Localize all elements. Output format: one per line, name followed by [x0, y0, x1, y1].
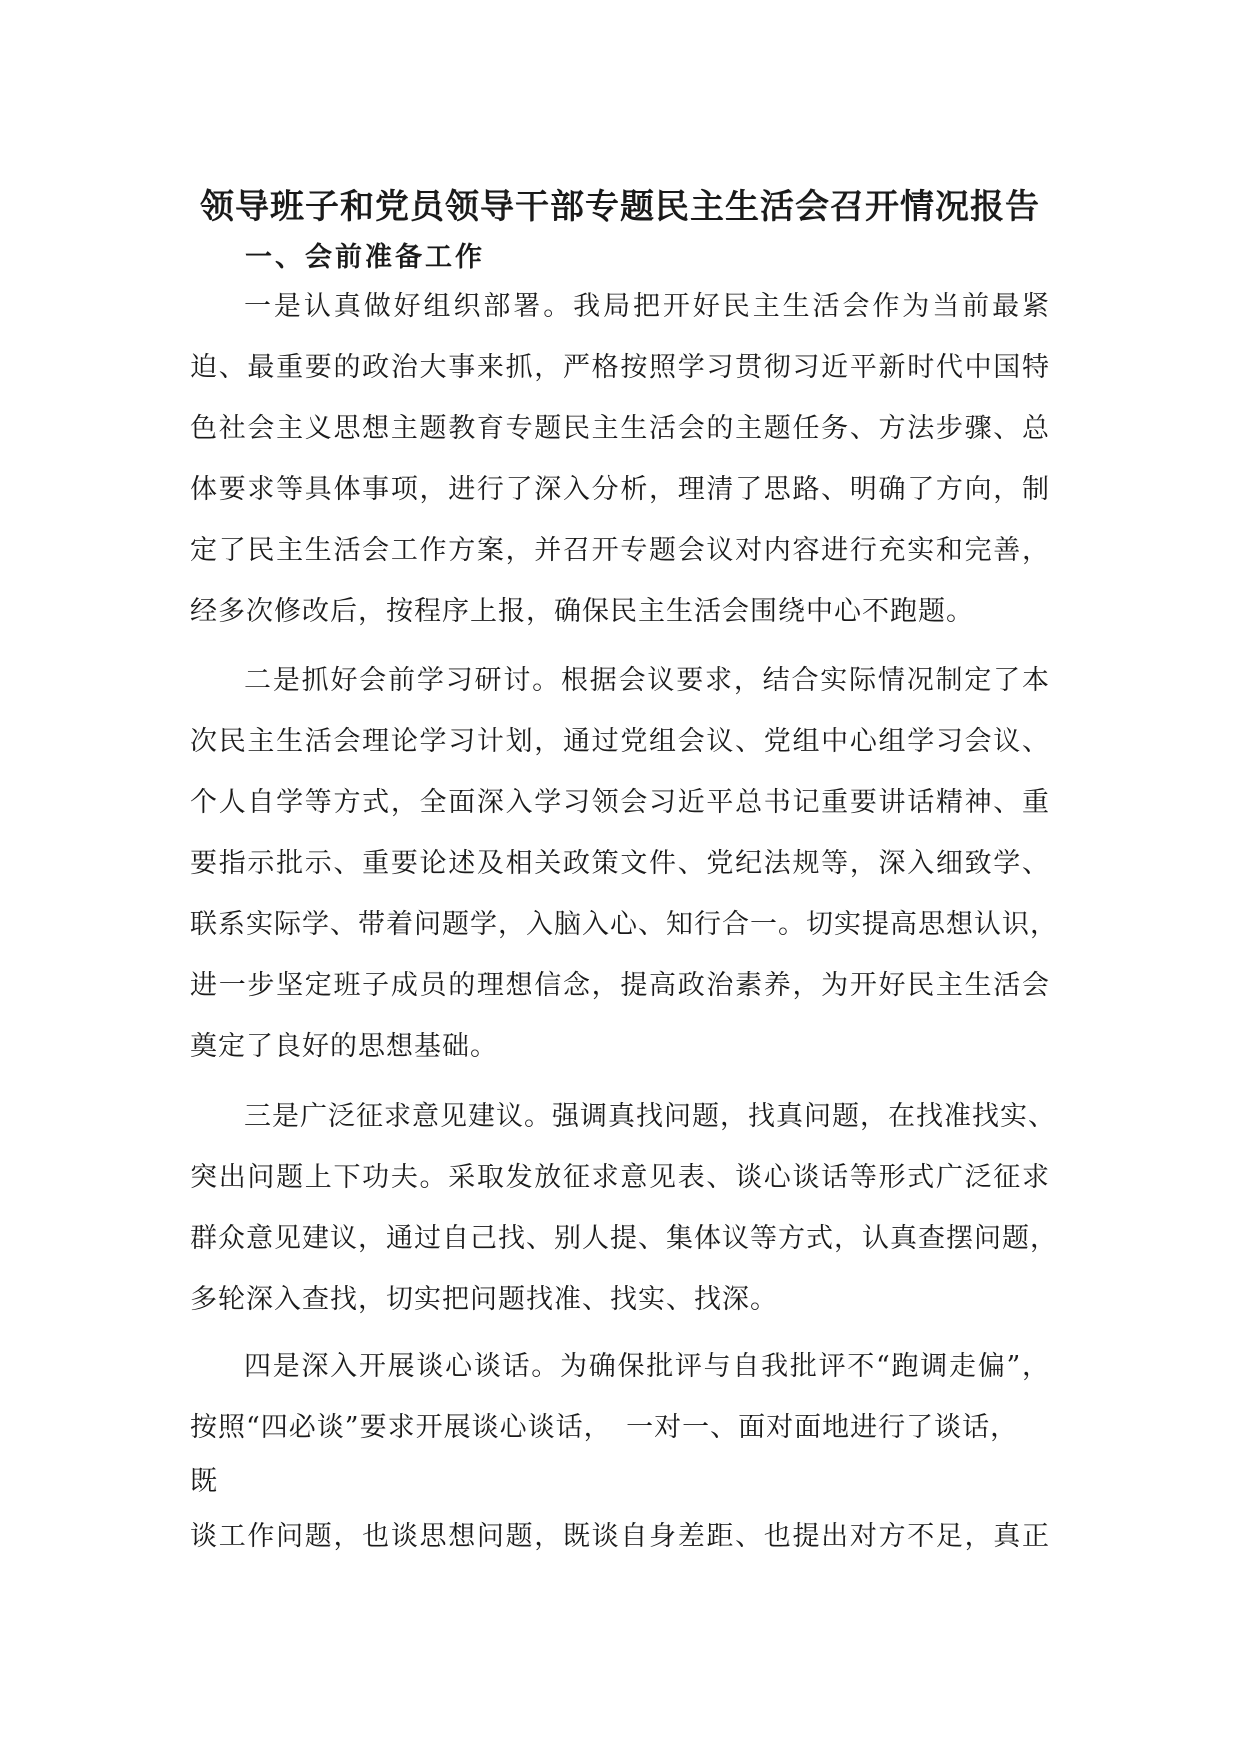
paragraph-line: 经多次修改后，按程序上报，确保民主生活会围绕中心不跑题。 — [190, 596, 974, 627]
paragraph-line: 迫、最重要的政治大事来抓，严格按照学习贯彻习近平新时代中国特 — [190, 352, 1050, 383]
paragraph-line: 群众意见建议，通过自己找、别人提、集体议等方式，认真查摆问题， — [190, 1223, 1058, 1254]
paragraph-line: 二是抓好会前学习研讨。根据会议要求，结合实际情况制定了本 — [244, 665, 1050, 696]
paragraph-talks — [190, 1336, 1050, 1567]
paragraph-line: 突出问题上下功夫。采取发放征求意见表、谈心谈话等形式广泛征求 — [190, 1162, 1050, 1193]
paragraph-line: 要指示批示、重要论述及相关政策文件、党纪法规等，深入细致学、 — [190, 848, 1050, 879]
paragraph-line: 定了民主生活会工作方案，并召开专题会议对内容进行充实和完善， — [190, 535, 1050, 566]
paragraph-line: 色社会主义思想主题教育专题民主生活会的主题任务、方法步骤、总 — [190, 413, 1050, 444]
paragraph-line: 多轮深入查找，切实把问题找准、找实、找深。 — [190, 1284, 778, 1315]
paragraph-study — [190, 650, 1058, 1077]
paragraph-line: 谈工作问题，也谈思想问题，既谈自身差距、也提出对方不足，真正 — [190, 1521, 1050, 1552]
paragraph-opinions — [190, 1086, 1058, 1330]
paragraph-line: 联系实际学、带着问题学，入脑入心、知行合一。切实提高思想认识， — [190, 909, 1058, 940]
paragraph-line: 按照“四必谈”要求开展谈心谈话， 一对一、面对面地进行了谈话， — [190, 1412, 1019, 1443]
document-title: 领导班子和党员领导干部专题民主生活会召开情况报告 — [200, 187, 1040, 227]
paragraph-line: 四是深入开展谈心谈话。为确保批评与自我批评不“跑调走偏”， — [244, 1351, 1050, 1382]
paragraph-line: 既 — [190, 1466, 218, 1497]
paragraph-line: 三是广泛征求意见建议。强调真找问题，找真问题，在找准找实、 — [244, 1101, 1056, 1132]
paragraph-organization — [190, 276, 1050, 642]
paragraph-line: 奠定了良好的思想基础。 — [190, 1031, 498, 1062]
paragraph-line: 一是认真做好组织部署。我局把开好民主生活会作为当前最紧 — [244, 291, 1050, 322]
paragraph-line: 进一步坚定班子成员的理想信念，提高政治素养，为开好民主生活会 — [190, 970, 1050, 1001]
section-heading: 一、会前准备工作 — [245, 242, 485, 273]
paragraph-line: 体要求等具体事项，进行了深入分析，理清了思路、明确了方向，制 — [190, 474, 1050, 505]
paragraph-line: 次民主生活会理论学习计划，通过党组会议、党组中心组学习会议、 — [190, 726, 1050, 757]
paragraph-line: 个人自学等方式，全面深入学习领会习近平总书记重要讲话精神、重 — [190, 787, 1050, 818]
